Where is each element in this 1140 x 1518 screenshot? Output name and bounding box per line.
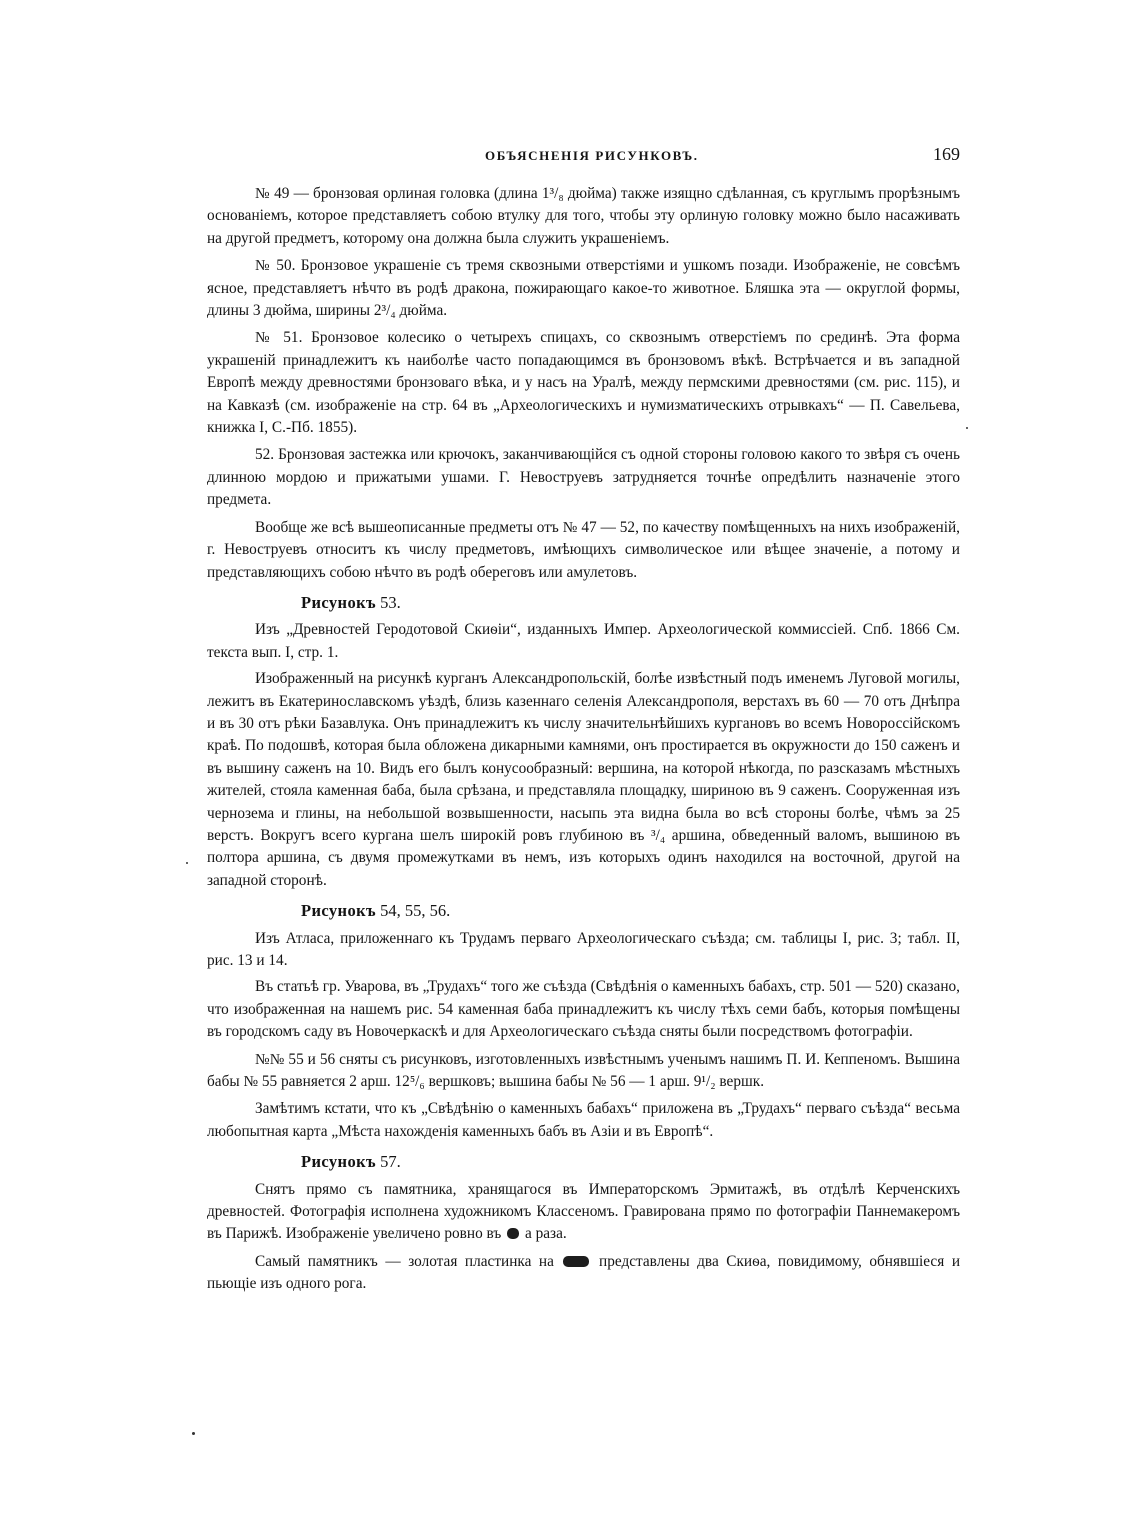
paragraph-fig55-56: №№ 55 и 56 сняты съ рисунковъ, изготовленныхъ извѣстнымъ ученымъ нашимъ П. И. Кеппеномъ. Вышина бабы № 55 равняется 2 арш. 12⁵/₆ вершковъ; вышина бабы № 56 — 1 арш. 9¹/₂ вершк. [207,1050,960,1091]
ink-speck [966,427,968,429]
figure-heading-53 [301,592,960,614]
paragraph-summary: Вообще же всѣ вышеописанные предметы отъ № 47 — 52, по качеству помѣщенныхъ на нихъ изображеній, г. Невоструевъ относитъ къ числу предметовъ, имѣющихъ символическое или вѣщее значеніе, а потому и представляющихъ собою нѣчто въ родѣ обереговъ или амулетовъ. [207,518,960,581]
paragraph-text-end: а раза. [524,1225,567,1243]
paragraph-map-note: Замѣтимъ кстати, что къ „Свѣдѣнію о каменныхъ бабахъ“ приложена въ „Трудахъ“ перваго съѣзда“ весьма любопытная карта „Мѣста нахожденія каменныхъ бабъ въ Азіи и въ Европѣ“. [207,1100,960,1140]
ink-smudge [563,1256,589,1267]
ink-speck [186,862,188,864]
page-header [207,146,960,168]
page-body [207,183,960,1301]
figure-heading-label: Рисунокъ [301,1152,377,1172]
paragraph-item-49: № 49 — бронзовая орлиная головка (длина 1³/₈ дюйма) также изящно сдѣланная, съ круглымъ прорѣзнымъ основаніемъ, которое представляетъ собою втулку для того, чтобы эту орлиную головку можно было насаживать на другой предметъ, которому она должна была служить украшеніемъ. [207,185,960,247]
paragraph-text: Снятъ прямо съ памятника, хранящагося въ Императорскомъ Эрмитажѣ, въ отдѣлѣ Керченскихъ древностей. Фотографія исполнена художникомъ Классеномъ. Гравирована прямо по фотографіи Паннемакеромъ въ Парижѣ. Изображеніе увеличено ровно въ [207,1180,960,1243]
figure-heading-label: Рисунокъ [301,592,377,612]
paragraph-fig54-source: Изъ Атласа, приложеннаго къ Трудамъ перваго Археологическаго съѣзда; см. таблицы I, рис. 3; табл. II, рис. 13 и 14. [207,929,960,969]
ink-smudge [507,1228,519,1239]
figure-heading-number: 53. [380,592,401,612]
figure-heading-54-56 [301,900,960,922]
page-number: 169 [933,144,960,164]
paragraph-item-51: № 51. Бронзовое колесико о четырехъ спицахъ, со сквознымъ отверстіемъ по срединѣ. Эта форма украшеній принадлежитъ къ наиболѣе часто попадающимся въ бронзовомъ вѣкѣ. Встрѣчается и въ западной Европѣ между древностями бронзоваго вѣка, и у насъ на Уралѣ, между пермскими древностями (см. рис. 115), и на Кавказѣ (см. изображеніе на стр. 64 въ „Археологическихъ и нумизматическихъ отрывкахъ“ — П. Савельева, книжка I, С.-Пб. 1855). [207,329,960,437]
paragraph-text-end: представлены два Скиѳа, повидимому, обнявшіеся и пьющіе изъ одного рога. [207,1252,961,1293]
paragraph-text: Самый памятникъ — золотая пластинка на [255,1252,554,1270]
figure-heading-number: 54, 55, 56. [380,901,451,921]
paragraph-fig53-source: Изъ „Древностей Геродотовой Скиѳіи“, изданныхъ Импер. Археологической коммиссіей. Спб. 1866 См. текста вып. I, стр. 1. [207,621,960,661]
paragraph-item-50: № 50. Бронзовое украшеніе съ тремя сквозными отверстіями и ушкомъ позади. Изображеніе, не совсѣмъ ясное, представляетъ нѣчто въ родѣ дракона, пожирающаго какое-то животное. Бляшка эта — округлой формы, длины 3 дюйма, ширины 2³/₄ дюйма. [207,257,960,320]
figure-heading-number: 57. [380,1152,401,1172]
ink-speck [192,1432,195,1435]
paragraph-fig57-source [207,1179,960,1246]
paragraph-fig57-description [207,1251,960,1296]
paragraph-fig53-description: Изображенный на рисункѣ курганъ Александропольскій, болѣе извѣстный подъ именемъ Луговой могилы, лежитъ въ Екатеринославскомъ уѣздѣ, близь казеннаго селенія Александрополя, верстахъ въ 60 — 70 отъ Днѣпра и въ 30 отъ рѣки Базавлука. Онъ принадлежитъ къ числу значительнѣйшихъ кургановъ во всемъ Новороссійскомъ краѣ. По подошвѣ, которая была обложена дикарными камнями, онъ простирается въ окружности до 150 саженъ и въ вышину саженъ на 10. Видъ его былъ конусообразный: вершина, на которой нѣкогда, по разсказамъ мѣстныхъ жителей, стояла каменная баба, была срѣзана, и представляла площадку, шириною въ 9 саженъ. Сооруженная изъ чернозема и глины, на небольшой возвышенности, насыпь эта видна была во всѣ стороны болѣе, чѣмъ за 25 верстъ. Вокругъ всего кургана шелъ широкій ровъ глубиною въ ³/₄ аршина, обведенный валомъ, вышиною въ полтора аршина, съ двумя промежутками въ немъ, изъ которыхъ одинъ находился на восточной, другой на западной сторонѣ. [207,670,960,889]
figure-heading-57 [301,1151,960,1173]
running-title: ОБЪЯСНЕНІЯ РИСУНКОВЪ. [485,148,699,163]
paragraph-fig54-uvarov: Въ статьѣ гр. Уварова, въ „Трудахъ“ того же съѣзда (Свѣдѣнія о каменныхъ бабахъ, стр. 501 — 520) сказано, что изображенная на нашемъ рис. 54 каменная баба принадлежитъ къ числу тѣхъ семи бабъ, которыя помѣщены въ городскомъ саду въ Новочеркаскѣ и для Археологическаго съѣзда сняты были посредствомъ фотографіи. [207,978,960,1041]
figure-heading-label: Рисунокъ [301,901,377,921]
paragraph-item-52: 52. Бронзовая застежка или крючокъ, заканчивающійся съ одной стороны головою какого то звѣря съ очень длинною мордою и прижатыми ушами. Г. Невоструевъ затрудняется точнѣе опредѣлить назначеніе этого предмета. [207,446,960,509]
